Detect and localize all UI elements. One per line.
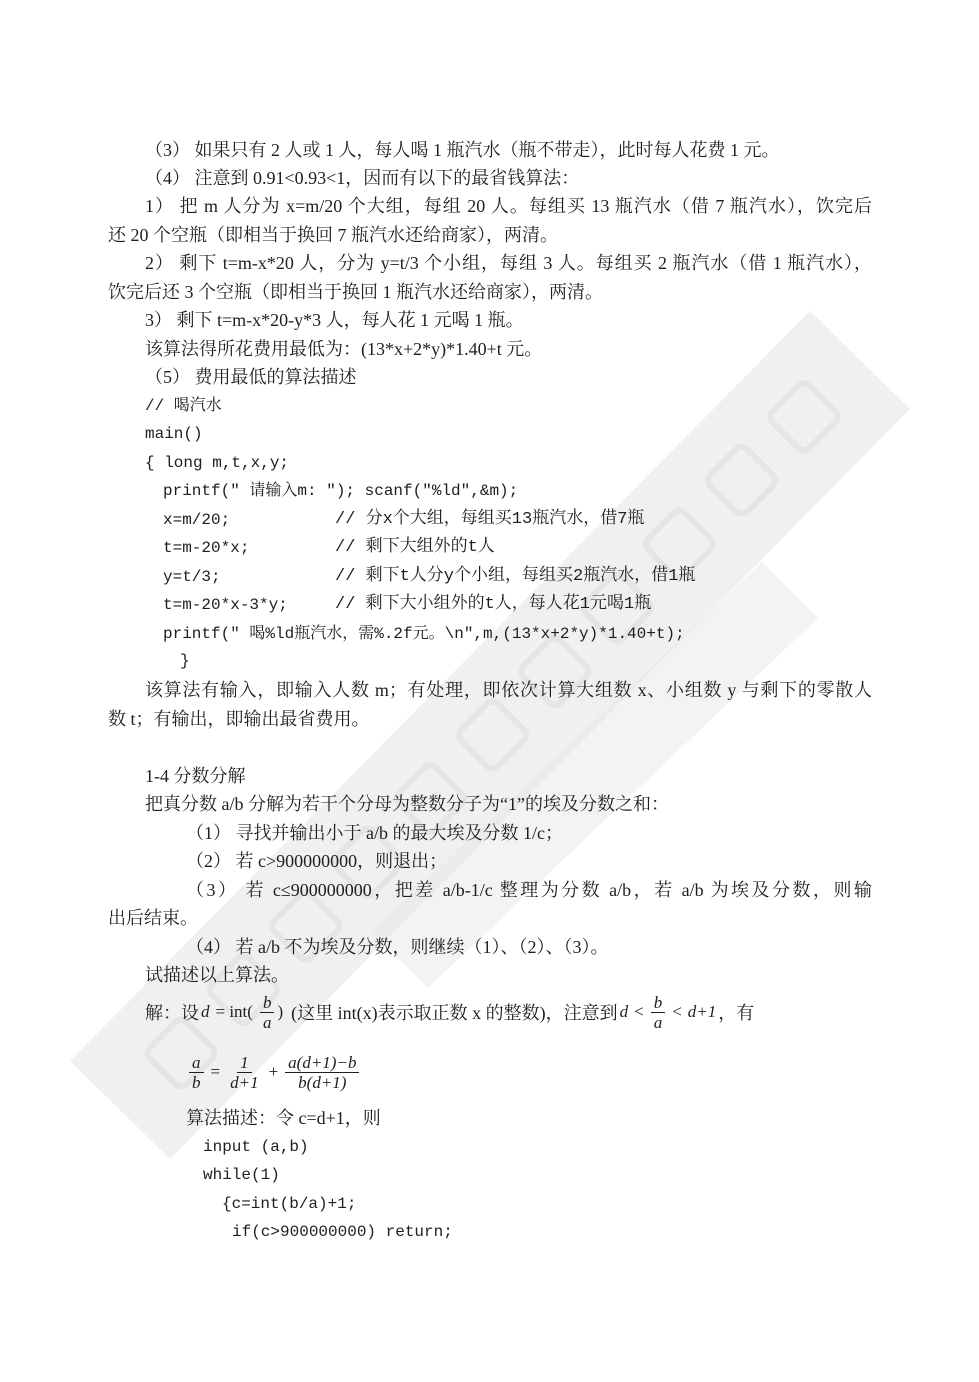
- fraction-denominator: a: [653, 1012, 663, 1032]
- code-line: if(c>900000000) return;: [232, 1223, 453, 1241]
- math-d-plus-1: d+1: [687, 1002, 717, 1021]
- substep-1-line-2: 还 20 个空瓶（即相当于换回 7 瓶汽水还给商家），两清。: [108, 225, 558, 245]
- fraction-unit-term: [227, 1053, 261, 1092]
- math-less-than: <: [672, 1002, 682, 1021]
- step-3-text: （3） 如果只有 2 人或 1 人，每人喝 1 瓶汽水（瓶不带走），此时每人花费 1 元。: [145, 140, 780, 160]
- summary-line-2: 数 t；有输出，即输出最省费用。: [108, 709, 370, 729]
- summary-line-1: 该算法有输入，即输入人数 m；有处理，即依次计算大组数 x、小组数 y 与剩下的零散人: [145, 680, 872, 700]
- code-line: y=t/3;: [163, 568, 221, 586]
- problem-step-3-continued: 出后结束。: [108, 908, 198, 928]
- code-line: main(): [145, 425, 203, 443]
- fraction-denominator: b: [192, 1072, 201, 1092]
- problem-step-1: （1） 寻找并输出小于 a/b 的最大埃及分数 1/c；: [186, 823, 563, 843]
- code-comment: // 剩下大组外的t人: [335, 538, 495, 557]
- solution-note: (这里 int(x)表示取正数 x 的整数)，注意到: [291, 1003, 618, 1023]
- code-comment: // 剩下t人分y个小组，每组买2瓶汽水，借1瓶: [335, 567, 696, 586]
- solution-tail: ，有: [718, 1003, 755, 1023]
- substep-2-line-2: 饮完后还 3 个空瓶（即相当于换回 1 瓶汽水还给商家），两清。: [108, 282, 603, 302]
- fraction-b-over-a: [651, 993, 666, 1032]
- code-line: input (a,b): [203, 1138, 309, 1156]
- code-comment: // 剩下大小组外的t人，每人花1元喝1瓶: [335, 595, 652, 614]
- solution-definition-line: [145, 990, 754, 1034]
- min-cost-formula: 该算法得所花费用最低为：(13*x+2*y)*1.40+t 元。: [145, 339, 543, 359]
- problem-prompt: 试描述以上算法。: [145, 965, 289, 985]
- math-int-open: = int(: [215, 1002, 253, 1021]
- fraction-numerator: b: [651, 993, 666, 1013]
- code-line: }: [180, 652, 190, 670]
- math-variable-d: d: [619, 1002, 629, 1021]
- math-less-than: <: [634, 1002, 644, 1021]
- substep-1-line-1: 1） 把 m 人分为 x=m/20 个大组，每组 20 人。每组买 13 瓶汽水（借 7 瓶汽水），饮完后: [145, 196, 872, 216]
- problem-step-4: （4） 若 a/b 不为埃及分数，则继续（1）、（2）、（3）。: [186, 937, 609, 957]
- code-line: t=m-20*x;: [163, 539, 250, 557]
- math-plus: +: [268, 1062, 279, 1081]
- problem-step-3: （3） 若 c≤900000000，把差 a/b-1/c 整理为分数 a/b，若 a/b 为埃及分数，则输: [186, 880, 872, 900]
- fraction-numerator: a: [189, 1053, 204, 1073]
- fraction-numerator: b: [260, 993, 275, 1013]
- code-line: while(1): [203, 1166, 280, 1184]
- code-line: x=m/20;: [163, 511, 231, 529]
- math-equals: =: [210, 1062, 221, 1081]
- fraction-a-over-b: [189, 1053, 204, 1092]
- fraction-denominator: a: [262, 1012, 272, 1032]
- code-line: { long m,t,x,y;: [145, 454, 290, 472]
- code-line: {c=int(b/a)+1;: [222, 1195, 357, 1213]
- fraction-numerator: 1: [237, 1053, 252, 1073]
- math-int-close: ): [277, 1002, 284, 1021]
- code-comment: // 分x个大组，每组买13瓶汽水，借7瓶: [335, 510, 645, 529]
- code-line: printf(" 喝%ld瓶汽水，需%.2f元。\n",m,(13*x+2*y)*1.40+t);: [163, 625, 685, 643]
- fraction-numerator: a(d+1)−b: [285, 1053, 359, 1073]
- solution-label: 解：设: [145, 1003, 199, 1023]
- code-line: printf(" 请输入m: "); scanf("%ld",&m);: [163, 482, 519, 500]
- problem-statement: 把真分数 a/b 分解为若干个分母为整数分子为“1”的埃及分数之和：: [145, 794, 669, 814]
- fraction-remainder-term: [285, 1053, 359, 1092]
- math-variable-d: d: [201, 1002, 210, 1021]
- fraction-denominator: d+1: [230, 1072, 259, 1092]
- fraction-b-over-a: [260, 993, 275, 1032]
- step-5-heading: （5） 费用最低的算法描述: [145, 367, 357, 387]
- algorithm-description: 算法描述：令 c=d+1，则: [186, 1108, 381, 1128]
- step-4-text: （4） 注意到 0.91<0.93<1，因而有以下的最省钱算法：: [145, 168, 580, 188]
- substep-3-text: 3） 剩下 t=m-x*20-y*3 人，每人花 1 元喝 1 瓶。: [145, 310, 524, 330]
- problem-heading: 1-4 分数分解: [145, 766, 246, 786]
- code-line: // 喝汽水: [145, 397, 222, 415]
- problem-step-2: （2） 若 c>900000000，则退出；: [186, 851, 448, 871]
- fraction-identity: [186, 1048, 362, 1096]
- fraction-denominator: b(d+1): [298, 1072, 347, 1092]
- code-line: t=m-20*x-3*y;: [163, 596, 288, 614]
- substep-2-line-1: 2） 剩下 t=m-x*20 人，分为 y=t/3 个小组，每组 3 人。每组买 2 瓶汽水（借 1 瓶汽水），: [145, 253, 872, 273]
